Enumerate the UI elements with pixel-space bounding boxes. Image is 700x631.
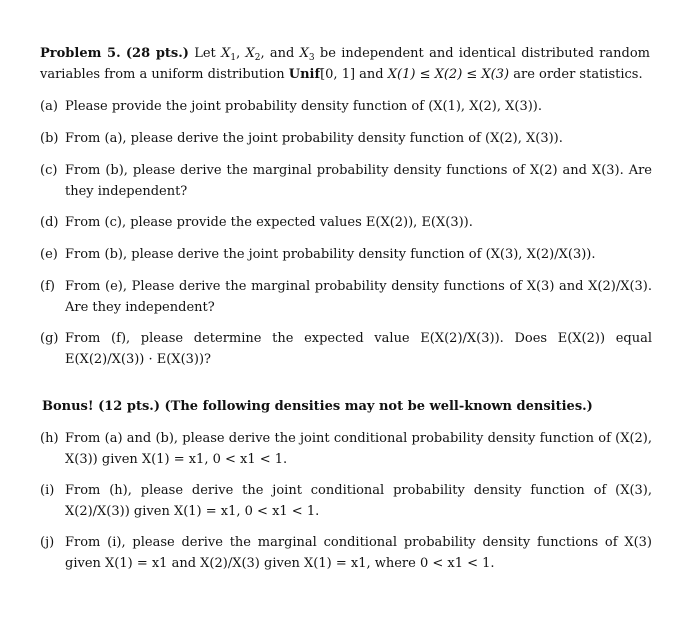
problem-title: Problem 5. xyxy=(40,46,121,61)
item-text: From (h), please derive the joint conditional probability density function of (X(3), X(2)/X(3)) given X(1) = x1, 0 < x1 < 1. xyxy=(65,483,652,519)
intro-and-2: and xyxy=(355,67,388,82)
bonus-heading: Bonus! (12 pts.) (The following densities may not be well-known densities.) xyxy=(42,399,593,414)
item-label: (b) xyxy=(40,131,59,146)
item-text: From (b), please derive the marginal probability density functions of X(2) and X(3). Are they independent? xyxy=(65,163,652,199)
item-label: (j) xyxy=(40,535,55,550)
item-label: (a) xyxy=(40,99,58,114)
item-d xyxy=(40,212,652,233)
item-c xyxy=(40,160,652,202)
item-e xyxy=(40,244,652,265)
order-stat-expr: X(1) ≤ X(2) ≤ X(3) xyxy=(387,67,510,82)
item-i xyxy=(40,480,652,522)
item-label: (h) xyxy=(40,431,59,446)
item-label: (f) xyxy=(40,279,55,294)
item-text: From (c), please provide the expected values E(X(2)), E(X(3)). xyxy=(65,215,473,230)
item-g xyxy=(40,328,652,370)
item-h xyxy=(40,428,652,470)
item-b xyxy=(40,128,652,149)
item-label: (e) xyxy=(40,247,58,262)
intro-and-1: , and xyxy=(260,46,300,61)
item-text: From (e), Please derive the marginal probability density functions of X(3) and X(2)/X(3). Are they independent? xyxy=(65,279,652,315)
item-f xyxy=(40,276,652,318)
var-x1: $X_1$ xyxy=(221,46,237,63)
item-text: From (a) and (b), please derive the joint conditional probability density function of (X(2), X(3)) given X(1) = x1, 0 < x1 < 1. xyxy=(65,431,652,467)
intro-suffix: are order statistics. xyxy=(509,67,643,82)
problem-points: (28 pts.) xyxy=(125,46,189,61)
var-x3: $X_3$ xyxy=(299,46,315,63)
item-a xyxy=(40,96,652,117)
item-label: (i) xyxy=(40,483,55,498)
intro-prefix: Let xyxy=(194,46,222,61)
intro-mid: be independent and identical distributed random variables from a uniform distribution xyxy=(40,46,650,82)
dist-range: [0, 1] xyxy=(320,67,356,82)
item-text: From (f), please determine the expected value E(X(2)/X(3)). Does E(X(2)) equal E(X(2)/X(3)) · E(X(3))? xyxy=(65,331,652,367)
item-label: (d) xyxy=(40,215,59,230)
item-j xyxy=(40,532,652,574)
problem-statement: Problem 5. (28 pts.) Let $X_1$, $X_2$, and $X_3$ be independent and identical distributed random variables from a uniform distribution Unif[0, 1] and X(1) ≤ X(2) ≤ X(3) are order statistics. xyxy=(40,46,650,82)
item-label: (g) xyxy=(40,331,59,346)
var-x2: $X_2$ xyxy=(245,46,261,63)
dist-name: Unif xyxy=(288,67,321,82)
item-text: Please provide the joint probability density function of (X(1), X(2), X(3)). xyxy=(65,99,543,114)
item-text: From (i), please derive the marginal conditional probability density functions of X(3) given X(1) = x1 and X(2)/X(3) given X(1) = x1, where 0 < x1 < 1. xyxy=(65,535,652,571)
item-text: From (a), please derive the joint probability density function of (X(2), X(3)). xyxy=(65,131,563,146)
item-label: (c) xyxy=(40,163,58,178)
item-text: From (b), please derive the joint probability density function of (X(3), X(2)/X(3)). xyxy=(65,247,596,262)
